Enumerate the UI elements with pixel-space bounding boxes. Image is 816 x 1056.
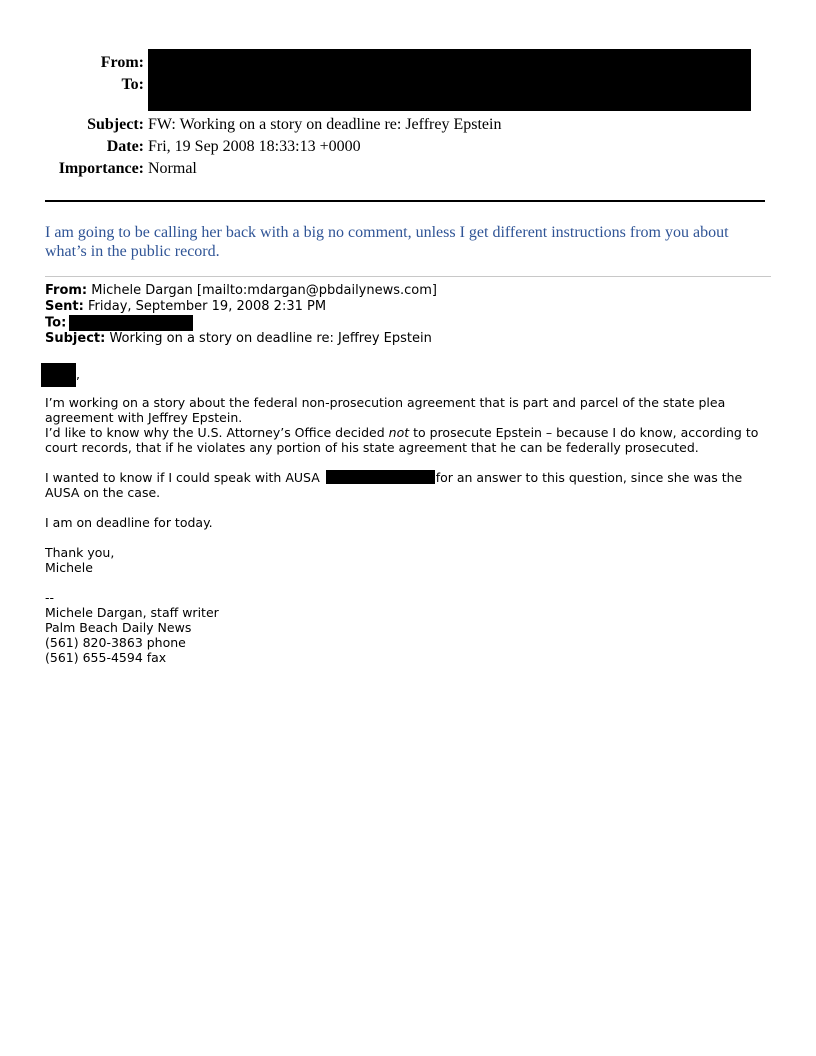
signature-phone: (561) 820-3863 phone <box>45 635 186 650</box>
body-paragraph-3-start: I wanted to know if I could speak with AUSA <box>45 470 324 485</box>
forwarded-sent-value: Friday, September 19, 2008 2:31 PM <box>88 299 327 314</box>
body-paragraph-1: I’m working on a story about the federal non-prosecution agreement that is part and parcel of the state plea agreement with Jeffrey Epstein. <box>45 395 726 425</box>
body-paragraph-3-end: for an answer to this question, since she was the AUSA on the case. <box>45 470 743 500</box>
forwarded-to-row <box>45 315 193 332</box>
email-body <box>45 395 775 665</box>
greeting-redaction <box>41 363 76 387</box>
forwarded-subject-row <box>45 331 432 347</box>
signature-fax: (561) 655-4594 fax <box>45 650 167 665</box>
closing-line-1: Thank you, <box>45 545 115 560</box>
header-date-row <box>0 137 361 157</box>
reply-text: I am going to be calling her back with a big no comment, unless I get different instructions from you about what’s in the public record. <box>45 224 729 260</box>
body-paragraph-2-emphasis: not <box>388 425 410 440</box>
forwarded-subject-label: Subject: <box>45 331 106 346</box>
forwarded-from-row <box>45 283 437 299</box>
signature-separator: -- <box>45 590 55 605</box>
greeting-suffix: , <box>76 366 80 382</box>
header-divider <box>45 200 765 202</box>
signature-name: Michele Dargan, staff writer <box>45 605 219 620</box>
greeting-line <box>45 363 775 387</box>
forwarded-sent-row <box>45 299 326 315</box>
header-importance-value: Normal <box>148 160 197 177</box>
forwarded-to-label: To: <box>45 315 67 331</box>
header-importance-label: Importance: <box>58 160 144 177</box>
header-subject-row <box>0 115 501 135</box>
body-paragraph-2-start: I’d like to know why the U.S. Attorney’s Office decided <box>45 425 389 440</box>
forwarded-from-label: From: <box>45 283 88 298</box>
body-paragraph-3 <box>45 470 775 500</box>
header-importance-row <box>0 159 197 179</box>
forwarded-subject-value: Working on a story on deadline re: Jeffrey Epstein <box>109 331 432 346</box>
body-paragraph-4: I am on deadline for today. <box>45 515 213 530</box>
body-paragraph-2 <box>45 425 775 455</box>
forwarded-from-value: Michele Dargan [mailto:mdargan@pbdailynews.com] <box>91 283 437 298</box>
header-date-label: Date: <box>106 138 144 155</box>
header-from-row <box>0 53 144 73</box>
body-paragraph-2-end: to prosecute Epstein – because I do know, according to court records, that if he violates any portion of his state agreement that he can be federally prosecuted. <box>45 425 759 455</box>
header-subject-value: FW: Working on a story on deadline re: Jeffrey Epstein <box>148 116 502 133</box>
header-to-label: To: <box>121 76 144 93</box>
signature-organization: Palm Beach Daily News <box>45 620 192 635</box>
header-subject-label: Subject: <box>87 116 144 133</box>
forwarded-sent-label: Sent: <box>45 299 84 314</box>
header-to-row <box>0 75 144 95</box>
header-redaction <box>148 49 751 111</box>
header-date-value: Fri, 19 Sep 2008 18:33:13 +0000 <box>148 138 361 155</box>
ausa-name-redaction <box>326 470 435 484</box>
forward-divider <box>45 276 771 277</box>
closing-line-2: Michele <box>45 560 93 575</box>
header-from-label: From: <box>100 54 144 71</box>
forwarded-to-redaction <box>69 315 193 331</box>
